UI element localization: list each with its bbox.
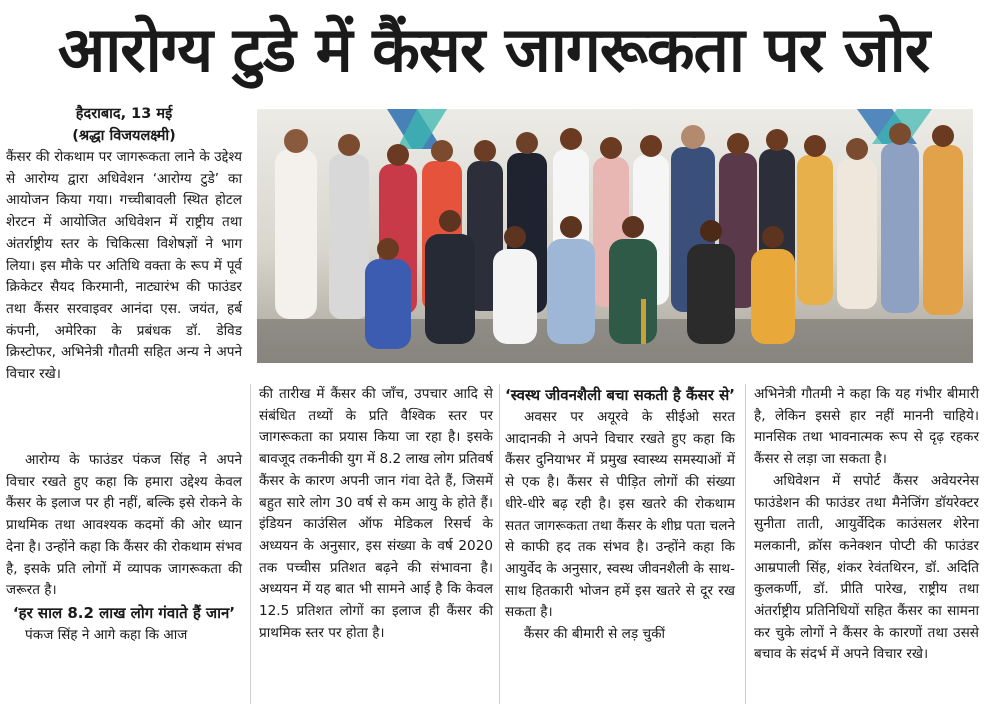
column-2-paragraph-1: की तारीख में कैंसर की जाँच, उपचार आदि से संबंधित तथ्यों के प्रति वैश्विक स्तर पर जागरूकता का प्रयास किया जा रहा है। इसके बावजूद तकनीकी युग में 8.2 लाख लोग प्रतिवर्ष कैंसर के कारण अपनी जान गंवा देते हैं, जिसमें बहुत सारे लोग 30 वर्ष से कम आयु के होते हैं। इंडियन काउंसिल ऑफ मेडिकल रिसर्च के अध्ययन के अनुसार, इस संख्या के वर्ष 2020 तक पच्चीस प्रतिशत बढ़ने की संभावना है। अध्ययन में यह बात भी सामने आई है कि केवल 12.5 प्रतिशत लोगों का इलाज ही कैंसर की प्राथमिक स्तर पर होता है। (259, 386, 493, 641)
dateline: हैदराबाद, 13 मई (75, 106, 173, 122)
column-3 (505, 384, 735, 646)
column-3-paragraph-2: कैंसर की बीमारी से लड़ चुकीं (524, 626, 666, 643)
column-4-paragraph-2: अधिवेशन में सपोर्ट कैंसर अवेयरनेस फाउंडेशन की फाउंडर तथा मैनेजिंग डॉयरेक्टर सुनीता ताती, आयुर्वेदिक काउंसलर शेरेना मलकानी, क्रॉस कनेक्शन पोप्टी की फाउंडर आम्रपाली सिंह, शंकर रेवंतथिरन, डॉ. अदिति कुलकर्णी, डॉ. प्रीति पारेख, राष्ट्रीय तथा अंतर्राष्ट्रीय प्रतिनिधियों सहित कैंसर का सामना कर चुके लोगों ने कैंसर के कारणों तथा उससे बचाव के संदर्भ में अपने विचार रखे। (754, 472, 979, 663)
column-2 (259, 384, 493, 644)
author: (श्रद्धा विजयलक्ष्मी) (72, 128, 176, 144)
column-4-paragraph-1: अभिनेत्री गौतमी ने कहा कि यह गंभीर बीमारी है, लेकिन इससे हार नहीं माननी चाहिये। मानसिक तथा भावनात्मक रूप से दृढ़ रहकर कैंसर से लड़ा जा सकता है। (754, 386, 979, 468)
column-1-lower (6, 450, 242, 647)
subheading-2: ‘स्वस्थ जीवनशैली बचा सकती है कैंसर से’ (505, 386, 735, 404)
subheading-1: ‘हर साल 8.2 लाख लोग गंवाते हैं जान’ (12, 603, 236, 622)
column-4 (754, 384, 979, 666)
group-photo-illustration (257, 109, 973, 363)
column-divider (499, 384, 500, 704)
column-1-paragraph-1: कैंसर की रोकथाम पर जागरूकता लाने के उद्देश्य से आरोग्य द्वारा अधिवेशन ‘आरोग्य टुडे’ का आयोजन किया गया। गच्चीबावली स्थित होटल शेरटन में आयोजित अधिवेशन में राष्ट्रीय तथा अंतर्राष्ट्रीय स्तर के चिकित्सा विशेषज्ञों ने भाग लिया। इस मौके पर अतिथि वक्ता के रूप में पूर्व क्रिकेटर सैयद किरमानी, नाट्यारंभ की फाउंडर तथा कैंसर सरवाइवर आनंदा एस. जयंत, हर्ब कंपनी, अमेरिका के प्रबंधक डॉ. डेविड क्रिस्टोफर, अभिनेत्री गौतमी सहित अन्य ने अपने विचार रखे। (6, 149, 242, 383)
column-3-paragraph-1: अवसर पर अयूरवे के सीईओ सरत आदानकी ने अपने विचार रखते हुए कहा कि कैंसर दुनियाभर में प्रमुख स्वास्थ्य समस्याओं में से एक है। कैंसर से पीड़ित लोगों की संख्या धीरे-धीरे बढ़ रही है। इस खतरे की रोकथाम सतत जागरूकता तथा कैंसर के शीघ्र पता चलने से काफी हद तक संभव है। उन्होंने कहा कि आयुर्वेद के अनुसार, स्वस्थ जीवनशैली के साथ-साथ हितकारी भोजन हमें इस खतरे से दूर रख सकता है। (505, 409, 735, 621)
column-divider (745, 384, 746, 704)
column-1 (6, 103, 242, 386)
column-1-paragraph-3: पंकज सिंह ने आगे कहा कि आज (25, 626, 188, 643)
headline: आरोग्य टुडे में कैंसर जागरूकता पर जोर (57, 13, 930, 86)
column-1-paragraph-2: आरोग्य के फाउंडर पंकज सिंह ने अपने विचार रखते हुए कहा कि हमारा उद्देश्य केवल कैंसर के इलाज पर ही नहीं, बल्कि इसे रोकने के प्राथमिक तथा आवश्यक कदमों की ओर ध्यान देना है। उन्होंने कहा कि कैंसर की रोकथाम संभव है, इसके प्रति लोगों में व्यापक जागरूकता की जरूरत है। (6, 452, 242, 599)
group-photo (257, 109, 973, 363)
column-divider (250, 384, 251, 704)
